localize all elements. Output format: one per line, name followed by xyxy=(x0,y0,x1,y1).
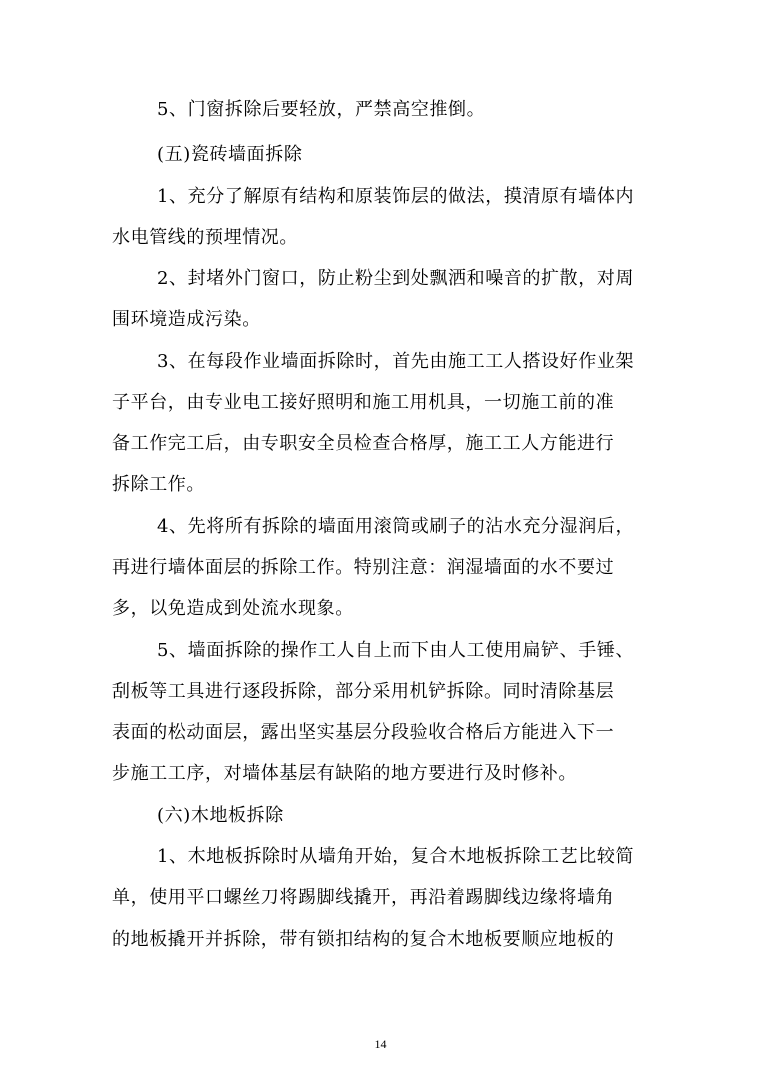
paragraph-line: 1、充分了解原有结构和原装饰层的做法，摸清原有墙体内 xyxy=(157,186,635,207)
section-heading: (五)瓷砖墙面拆除 xyxy=(157,144,303,165)
paragraph-line: 多，以免造成到处流水现象。 xyxy=(112,598,354,619)
paragraph-line: 步施工工序，对墙体基层有缺陷的地方要进行及时修补。 xyxy=(112,763,577,784)
paragraph-line: 1、木地板拆除时从墙角开始，复合木地板拆除工艺比较简 xyxy=(157,846,635,867)
paragraph-line: 刮板等工具进行逐段拆除，部分采用机铲拆除。同时清除基层 xyxy=(112,681,615,702)
paragraph-line: 3、在每段作业墙面拆除时，首先由施工工人搭设好作业架 xyxy=(157,351,635,372)
page-number: 14 xyxy=(374,1037,387,1051)
paragraph-line: 4、先将所有拆除的墙面用滚筒或刷子的沾水充分湿润后， xyxy=(157,516,635,537)
paragraph-line: 表面的松动面层，露出坚实基层分段验收合格后方能进入下一 xyxy=(112,722,615,743)
paragraph-line: 单，使用平口螺丝刀将踢脚线撬开，再沿着踢脚线边缘将墙角 xyxy=(112,887,615,908)
paragraph-line: 围环境造成污染。 xyxy=(112,309,261,330)
paragraph-line: 5、门窗拆除后要轻放，严禁高空推倒。 xyxy=(157,99,486,120)
paragraph-line: 5、墙面拆除的操作工人自上而下由人工使用扁铲、手锤、 xyxy=(157,640,635,661)
paragraph-line: 备工作完工后，由专职安全员检查合格厚，施工工人方能进行 xyxy=(112,433,615,454)
section-heading: (六)木地板拆除 xyxy=(157,805,284,826)
paragraph-line: 的地板撬开并拆除，带有锁扣结构的复合木地板要顺应地板的 xyxy=(112,929,615,950)
paragraph-line: 2、封堵外门窗口，防止粉尘到处飘洒和噪音的扩散，对周 xyxy=(157,268,635,289)
paragraph-line: 拆除工作。 xyxy=(112,474,205,495)
paragraph-line: 子平台，由专业电工接好照明和施工用机具，一切施工前的准 xyxy=(112,392,615,413)
paragraph-line: 再进行墙体面层的拆除工作。特别注意：润湿墙面的水不要过 xyxy=(112,557,615,578)
paragraph-line: 水电管线的预埋情况。 xyxy=(112,227,298,248)
